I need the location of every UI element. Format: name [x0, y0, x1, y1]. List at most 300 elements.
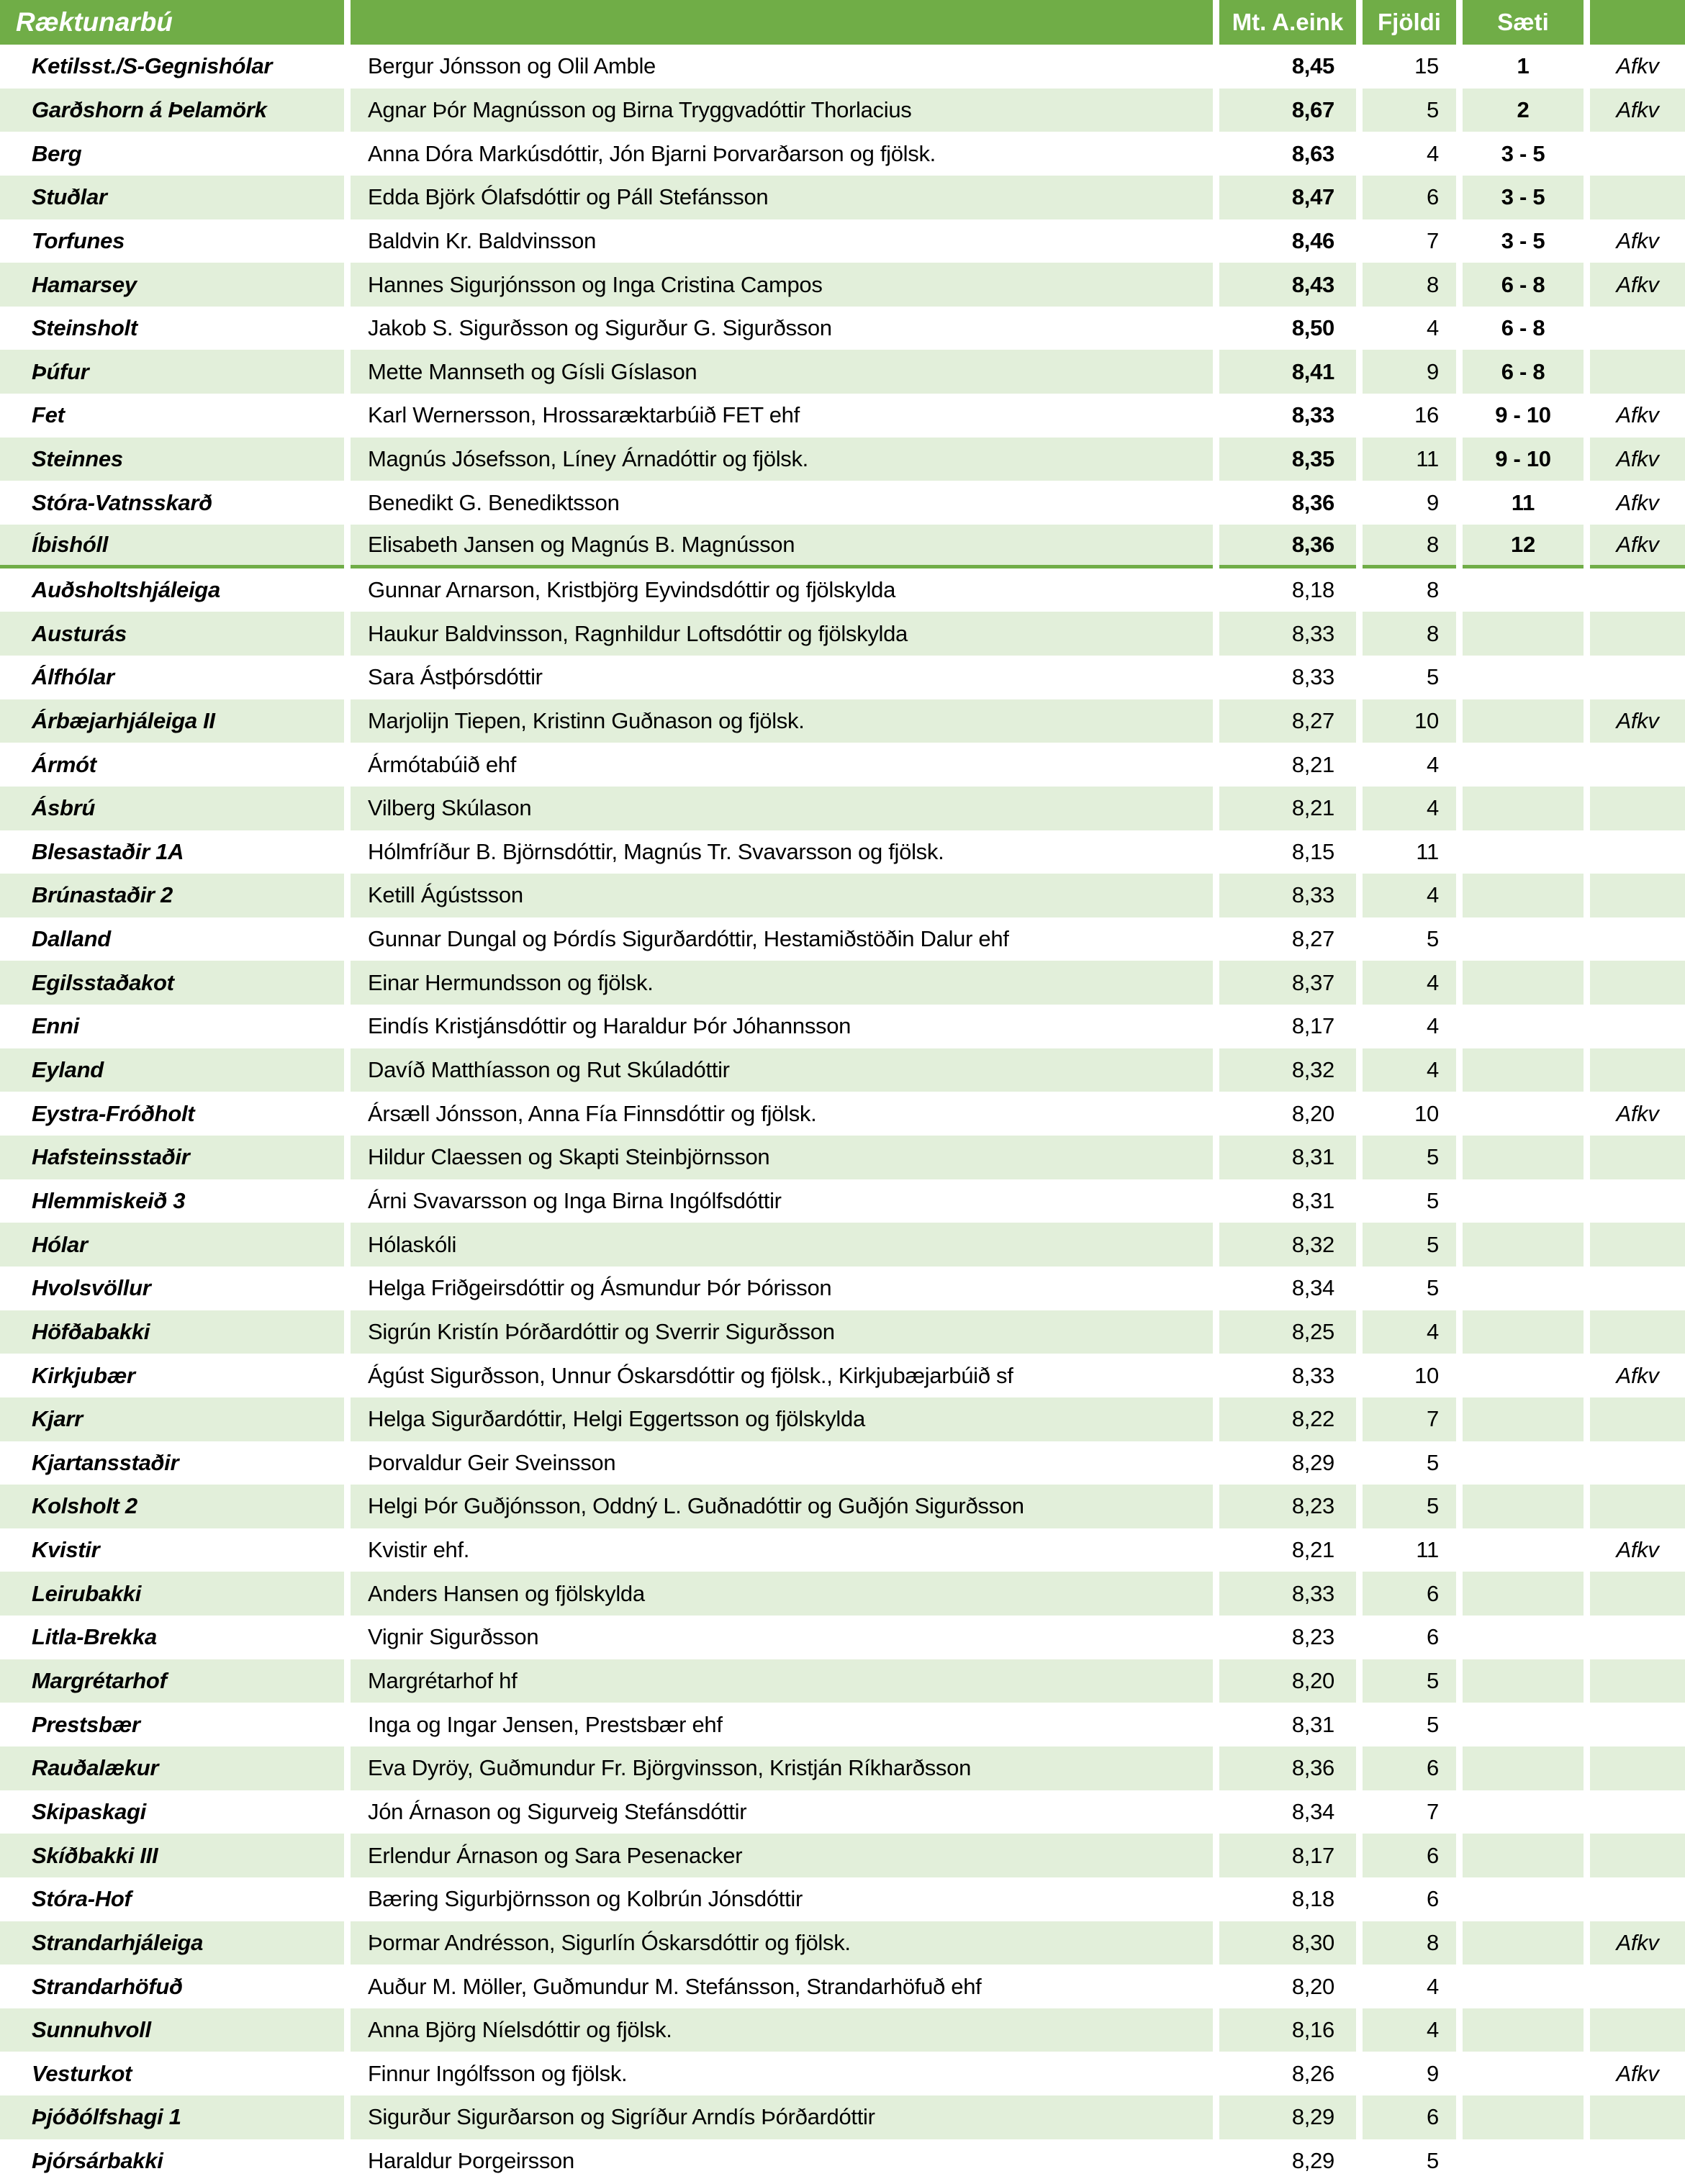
mt-score-cell: 8,41 [1219, 350, 1356, 394]
count-cell: 15 [1414, 53, 1439, 79]
afkv-flag-cell: Afkv [1616, 227, 1659, 253]
farm-name-cell: Hlemmiskeið 3 [32, 1187, 186, 1213]
table-row [0, 1092, 1685, 1136]
afkv-flag-cell [1590, 132, 1685, 176]
afkv-flag-cell [1590, 830, 1685, 874]
count-cell: 5 [1363, 1223, 1456, 1267]
seat-rank-cell [1463, 1048, 1584, 1092]
owner-names-cell: Gunnar Dungal og Þórdís Sigurðardóttir, Hestamiðstöðin Dalur ehf [368, 926, 1009, 952]
count-cell: 6 [1427, 1624, 1439, 1650]
mt-score-cell: 8,67 [1219, 89, 1356, 132]
farm-name-cell: Álfhólar [32, 664, 114, 690]
count-cell: 11 [1363, 438, 1456, 481]
mt-score-cell: 8,33 [1291, 664, 1334, 690]
table-row [0, 1790, 1685, 1834]
farm-name-cell: Skipaskagi [32, 1798, 146, 1824]
farm-name-cell: Hólar [0, 1223, 344, 1267]
count-cell: 9 [1363, 350, 1456, 394]
owner-names-cell: Auður M. Möller, Guðmundur M. Stefánsson, Strandarhöfuð ehf [368, 1973, 982, 1999]
seat-rank-cell [1463, 1310, 1584, 1354]
owner-names-cell: Eva Dyröy, Guðmundur Fr. Björgvinsson, Kristján Ríkharðsson [351, 1746, 1213, 1790]
farm-name-cell: Blesastaðir 1A [32, 838, 184, 864]
count-cell: 4 [1363, 787, 1456, 830]
farm-name-cell: Strandarhöfuð [32, 1973, 183, 1999]
farm-name-cell: Kirkjubær [32, 1362, 135, 1388]
table-row [0, 481, 1685, 525]
afkv-flag-cell [1590, 656, 1685, 699]
seat-rank-cell [1463, 1354, 1584, 1397]
table-row [0, 1659, 1685, 1703]
owner-names-cell: Hannes Sigurjónsson og Inga Cristina Campos [351, 263, 1213, 307]
afkv-flag-cell: Afkv [1616, 402, 1659, 428]
seat-rank-cell: 3 - 5 [1501, 227, 1545, 253]
count-cell: 5 [1427, 2148, 1439, 2174]
seat-rank-cell [1463, 1572, 1584, 1616]
seat-rank-cell [1463, 699, 1584, 743]
table-row [0, 394, 1685, 438]
afkv-flag-cell [1590, 1136, 1685, 1179]
seat-rank-cell: 6 - 8 [1463, 350, 1584, 394]
seat-rank-cell [1463, 743, 1584, 787]
owner-names-cell: Hólmfríður B. Björnsdóttir, Magnús Tr. Svavarsson og fjölsk. [368, 838, 944, 864]
mt-score-cell: 8,31 [1291, 1711, 1334, 1737]
mt-score-cell: 8,21 [1291, 1537, 1334, 1563]
seat-rank-cell [1463, 2008, 1584, 2052]
farm-name-cell: Eystra-Fróðholt [32, 1100, 195, 1126]
mt-score-cell: 8,17 [1291, 1013, 1334, 1039]
mt-score-cell: 8,31 [1291, 1187, 1334, 1213]
farm-name-cell: Höfðabakki [0, 1310, 344, 1354]
farm-name-cell: Þúfur [0, 350, 344, 394]
afkv-flag-cell [1590, 1397, 1685, 1441]
farm-name-cell: Kjartansstaðir [32, 1449, 179, 1475]
farm-name-cell: Enni [32, 1013, 79, 1039]
seat-rank-cell [1463, 1179, 1584, 1223]
table-row [0, 568, 1685, 612]
farm-name-cell: Auðsholtshjáleiga [32, 577, 220, 602]
owner-names-cell: Anna Dóra Markúsdóttir, Jón Bjarni Þorvarðarson og fjölsk. [368, 140, 936, 166]
count-cell: 4 [1427, 140, 1439, 166]
mt-score-cell: 8,36 [1219, 1746, 1356, 1790]
seat-rank-cell: 12 [1463, 525, 1584, 568]
afkv-flag-cell [1590, 307, 1685, 350]
header-col-fjoldi: Fjöldi [1363, 0, 1456, 45]
table-header [0, 0, 1685, 45]
table-row [0, 1267, 1685, 1310]
header-title: Ræktunarbú [0, 0, 344, 45]
owner-names-cell: Finnur Ingólfsson og fjölsk. [368, 2060, 628, 2086]
mt-score-cell: 8,20 [1291, 1973, 1334, 1999]
seat-rank-cell [1463, 568, 1584, 612]
table-row [0, 438, 1685, 481]
seat-rank-cell: 9 - 10 [1495, 402, 1551, 428]
afkv-flag-cell [1590, 1877, 1685, 1921]
table-row [0, 874, 1685, 917]
seat-rank-cell: 3 - 5 [1501, 140, 1545, 166]
farm-name-cell: Kvistir [32, 1537, 100, 1563]
owner-names-cell: Hildur Claessen og Skapti Steinbjörnsson [351, 1136, 1213, 1179]
owner-names-cell: Bæring Sigurbjörnsson og Kolbrún Jónsdóttir [368, 1886, 803, 1912]
table-row [0, 743, 1685, 787]
count-cell: 5 [1363, 1485, 1456, 1528]
farm-name-cell: Garðshorn á Þelamörk [0, 89, 344, 132]
afkv-flag-cell: Afkv [1590, 1921, 1685, 1965]
mt-score-cell: 8,34 [1291, 1275, 1334, 1301]
owner-names-cell: Sara Ástþórsdóttir [368, 664, 543, 690]
afkv-flag-cell [1590, 917, 1685, 961]
mt-score-cell: 8,16 [1219, 2008, 1356, 2052]
seat-rank-cell: 11 [1511, 489, 1535, 515]
owner-names-cell: Ágúst Sigurðsson, Unnur Óskarsdóttir og fjölsk., Kirkjubæjarbúið sf [368, 1362, 1013, 1388]
count-cell: 6 [1363, 176, 1456, 219]
farm-name-cell: Íbishóll [0, 525, 344, 568]
seat-rank-cell: 9 - 10 [1463, 438, 1584, 481]
table-row [0, 525, 1685, 568]
farm-name-cell: Dalland [32, 926, 111, 952]
seat-rank-cell [1463, 917, 1584, 961]
count-cell: 7 [1427, 227, 1439, 253]
owner-names-cell: Erlendur Árnason og Sara Pesenacker [351, 1834, 1213, 1877]
seat-rank-cell [1463, 961, 1584, 1005]
mt-score-cell: 8,29 [1219, 2095, 1356, 2139]
owner-names-cell: Agnar Þór Magnússon og Birna Tryggvadóttir Thorlacius [351, 89, 1213, 132]
count-cell: 5 [1427, 1187, 1439, 1213]
afkv-flag-cell [1590, 1005, 1685, 1048]
count-cell: 10 [1363, 699, 1456, 743]
count-cell: 6 [1363, 2095, 1456, 2139]
table-row [0, 656, 1685, 699]
owner-names-cell: Ársæll Jónsson, Anna Fía Finnsdóttir og fjölsk. [368, 1100, 817, 1126]
farm-name-cell: Stóra-Hof [32, 1886, 132, 1912]
afkv-flag-cell: Afkv [1590, 438, 1685, 481]
count-cell: 11 [1416, 838, 1439, 864]
table-row [0, 787, 1685, 830]
mt-score-cell: 8,29 [1291, 2148, 1334, 2174]
table-row [0, 219, 1685, 263]
afkv-flag-cell [1590, 874, 1685, 917]
owner-names-cell: Edda Björk Ólafsdóttir og Páll Stefánsson [351, 176, 1213, 219]
seat-rank-cell [1463, 2095, 1584, 2139]
count-cell: 9 [1427, 489, 1439, 515]
table-row [0, 2052, 1685, 2095]
owner-names-cell: Karl Wernersson, Hrossaræktarbúið FET ehf [368, 402, 800, 428]
table-row [0, 1616, 1685, 1659]
header-col-owners [351, 0, 1213, 45]
table-row [0, 307, 1685, 350]
table-row [0, 1310, 1685, 1354]
seat-rank-cell: 2 [1463, 89, 1584, 132]
table-row [0, 1354, 1685, 1397]
farm-name-cell: Eyland [0, 1048, 344, 1092]
mt-score-cell: 8,18 [1291, 577, 1334, 602]
owner-names-cell: Gunnar Arnarson, Kristbjörg Eyvindsdóttir og fjölskylda [368, 577, 896, 602]
mt-score-cell: 8,33 [1291, 402, 1334, 428]
seat-rank-cell [1463, 656, 1584, 699]
afkv-flag-cell [1590, 1572, 1685, 1616]
mt-score-cell: 8,20 [1219, 1659, 1356, 1703]
seat-rank-cell: 3 - 5 [1463, 176, 1584, 219]
afkv-flag-cell [1590, 1267, 1685, 1310]
table-body [0, 45, 1685, 2183]
seat-rank-cell: 1 [1517, 53, 1530, 79]
owner-names-cell: Kvistir ehf. [368, 1537, 470, 1563]
farm-name-cell: Steinsholt [32, 315, 137, 341]
owner-names-cell: Ármótabúið ehf [368, 751, 517, 777]
afkv-flag-cell: Afkv [1616, 53, 1659, 79]
mt-score-cell: 8,20 [1291, 1100, 1334, 1126]
table-row [0, 1965, 1685, 2008]
owner-names-cell: Helga Sigurðardóttir, Helgi Eggertsson og fjölskylda [351, 1397, 1213, 1441]
afkv-flag-cell [1590, 350, 1685, 394]
seat-rank-cell [1463, 612, 1584, 656]
seat-rank-cell [1463, 1921, 1584, 1965]
farm-name-cell: Ásbrú [0, 787, 344, 830]
table-row [0, 1528, 1685, 1572]
seat-rank-cell [1463, 1267, 1584, 1310]
table-row [0, 1834, 1685, 1877]
owner-names-cell: Davíð Matthíasson og Rut Skúladóttir [351, 1048, 1213, 1092]
table-row [0, 1572, 1685, 1616]
farm-name-cell: Kjarr [0, 1397, 344, 1441]
afkv-flag-cell [1590, 568, 1685, 612]
seat-rank-cell [1463, 1092, 1584, 1136]
table-row [0, 263, 1685, 307]
afkv-flag-cell [1590, 787, 1685, 830]
count-cell: 10 [1414, 1100, 1439, 1126]
count-cell: 8 [1363, 263, 1456, 307]
count-cell: 4 [1363, 1048, 1456, 1092]
owner-names-cell: Magnús Jósefsson, Líney Árnadóttir og fjölsk. [351, 438, 1213, 481]
seat-rank-cell [1463, 1397, 1584, 1441]
afkv-flag-cell [1590, 1746, 1685, 1790]
mt-score-cell: 8,25 [1219, 1310, 1356, 1354]
seat-rank-cell [1463, 1136, 1584, 1179]
mt-score-cell: 8,46 [1291, 227, 1334, 253]
mt-score-cell: 8,23 [1291, 1624, 1334, 1650]
mt-score-cell: 8,37 [1219, 961, 1356, 1005]
table-row [0, 89, 1685, 132]
table-row [0, 699, 1685, 743]
table-row [0, 1223, 1685, 1267]
count-cell: 8 [1363, 1921, 1456, 1965]
mt-score-cell: 8,27 [1291, 926, 1334, 952]
seat-rank-cell [1463, 787, 1584, 830]
owner-names-cell: Haukur Baldvinsson, Ragnhildur Loftsdóttir og fjölskylda [351, 612, 1213, 656]
mt-score-cell: 8,29 [1291, 1449, 1334, 1475]
owner-names-cell: Þorvaldur Geir Sveinsson [368, 1449, 616, 1475]
table-row [0, 2095, 1685, 2139]
afkv-flag-cell [1590, 1485, 1685, 1528]
farm-name-cell: Sunnuhvoll [0, 2008, 344, 2052]
header-col-afkv [1590, 0, 1685, 45]
owner-names-cell: Jón Árnason og Sigurveig Stefánsdóttir [368, 1798, 747, 1824]
table-row [0, 1136, 1685, 1179]
count-cell: 6 [1363, 1746, 1456, 1790]
farm-name-cell: Torfunes [32, 227, 125, 253]
table-row [0, 45, 1685, 89]
count-cell: 5 [1427, 664, 1439, 690]
owner-names-cell: Vilberg Skúlason [351, 787, 1213, 830]
farm-name-cell: Fet [32, 402, 65, 428]
afkv-flag-cell: Afkv [1590, 263, 1685, 307]
count-cell: 8 [1363, 525, 1456, 568]
mt-score-cell: 8,63 [1291, 140, 1334, 166]
owner-names-cell: Vignir Sigurðsson [368, 1624, 539, 1650]
owner-names-cell: Einar Hermundsson og fjölsk. [351, 961, 1213, 1005]
farm-name-cell: Árbæjarhjáleiga II [0, 699, 344, 743]
header-col-mt: Mt. A.eink [1219, 0, 1356, 45]
seat-rank-cell [1463, 1703, 1584, 1746]
seat-rank-cell [1463, 2052, 1584, 2095]
farm-name-cell: Þjóðólfshagi 1 [0, 2095, 344, 2139]
farm-name-cell: Austurás [0, 612, 344, 656]
mt-score-cell: 8,45 [1291, 53, 1334, 79]
afkv-flag-cell [1590, 612, 1685, 656]
farm-name-cell: Leirubakki [0, 1572, 344, 1616]
table-row [0, 961, 1685, 1005]
owner-names-cell: Haraldur Þorgeirsson [368, 2148, 574, 2174]
count-cell: 7 [1363, 1397, 1456, 1441]
afkv-flag-cell: Afkv [1590, 89, 1685, 132]
mt-score-cell: 8,47 [1219, 176, 1356, 219]
table-row [0, 1005, 1685, 1048]
owner-names-cell: Inga og Ingar Jensen, Prestsbær ehf [368, 1711, 723, 1737]
mt-score-cell: 8,35 [1219, 438, 1356, 481]
count-cell: 4 [1427, 315, 1439, 341]
count-cell: 5 [1363, 1136, 1456, 1179]
afkv-flag-cell: Afkv [1590, 699, 1685, 743]
afkv-flag-cell: Afkv [1590, 525, 1685, 568]
afkv-flag-cell [1590, 1616, 1685, 1659]
table-row [0, 1179, 1685, 1223]
seat-rank-cell [1463, 1659, 1584, 1703]
table-row [0, 1397, 1685, 1441]
seat-rank-cell [1463, 1790, 1584, 1834]
seat-rank-cell [1463, 1965, 1584, 2008]
seat-rank-cell [1463, 1528, 1584, 1572]
farm-name-cell: Skíðbakki III [0, 1834, 344, 1877]
farm-name-cell: Strandarhjáleiga [0, 1921, 344, 1965]
count-cell: 4 [1363, 2008, 1456, 2052]
count-cell: 11 [1416, 1537, 1439, 1563]
owner-names-cell: Helgi Þór Guðjónsson, Oddný L. Guðnadóttir og Guðjón Sigurðsson [351, 1485, 1213, 1528]
afkv-flag-cell [1590, 743, 1685, 787]
seat-rank-cell [1463, 830, 1584, 874]
seat-rank-cell [1463, 2139, 1584, 2183]
table-row [0, 1485, 1685, 1528]
owner-names-cell: Hólaskóli [351, 1223, 1213, 1267]
owner-names-cell: Margrétarhof hf [351, 1659, 1213, 1703]
count-cell: 4 [1427, 1973, 1439, 1999]
farm-name-cell: Brúnastaðir 2 [0, 874, 344, 917]
count-cell: 8 [1363, 612, 1456, 656]
owner-names-cell: Þormar Andrésson, Sigurlín Óskarsdóttir og fjölsk. [351, 1921, 1213, 1965]
farm-name-cell: Berg [32, 140, 82, 166]
table-row [0, 1921, 1685, 1965]
mt-score-cell: 8,33 [1219, 874, 1356, 917]
mt-score-cell: 8,33 [1219, 612, 1356, 656]
mt-score-cell: 8,43 [1219, 263, 1356, 307]
table-row [0, 1048, 1685, 1092]
afkv-flag-cell [1590, 961, 1685, 1005]
farm-name-cell: Litla-Brekka [32, 1624, 157, 1650]
count-cell: 4 [1427, 1013, 1439, 1039]
owner-names-cell: Bergur Jónsson og Olil Amble [368, 53, 656, 79]
owner-names-cell: Helga Friðgeirsdóttir og Ásmundur Þór Þórisson [368, 1275, 832, 1301]
count-cell: 4 [1427, 751, 1439, 777]
mt-score-cell: 8,21 [1291, 751, 1334, 777]
count-cell: 10 [1414, 1362, 1439, 1388]
afkv-flag-cell [1590, 1310, 1685, 1354]
count-cell: 6 [1427, 1886, 1439, 1912]
afkv-flag-cell [1590, 1223, 1685, 1267]
afkv-flag-cell [1590, 2139, 1685, 2183]
afkv-flag-cell [1590, 1048, 1685, 1092]
owner-names-cell: Baldvin Kr. Baldvinsson [368, 227, 597, 253]
farm-name-cell: Stuðlar [0, 176, 344, 219]
mt-score-cell: 8,33 [1219, 1572, 1356, 1616]
seat-rank-cell: 6 - 8 [1463, 263, 1584, 307]
seat-rank-cell [1463, 1877, 1584, 1921]
table-row [0, 830, 1685, 874]
header-col-saeti: Sæti [1463, 0, 1584, 45]
count-cell: 16 [1414, 402, 1439, 428]
mt-score-cell: 8,31 [1219, 1136, 1356, 1179]
afkv-flag-cell [1590, 1790, 1685, 1834]
table-row [0, 176, 1685, 219]
farm-name-cell: Rauðalækur [0, 1746, 344, 1790]
owner-names-cell: Sigrún Kristín Þórðardóttir og Sverrir Sigurðsson [351, 1310, 1213, 1354]
afkv-flag-cell: Afkv [1616, 1100, 1659, 1126]
afkv-flag-cell [1590, 1965, 1685, 2008]
mt-score-cell: 8,33 [1291, 1362, 1334, 1388]
afkv-flag-cell [1590, 2008, 1685, 2052]
farm-name-cell: Þjórsárbakki [32, 2148, 163, 2174]
seat-rank-cell [1463, 1005, 1584, 1048]
afkv-flag-cell: Afkv [1616, 489, 1659, 515]
table-row [0, 2139, 1685, 2183]
farm-name-cell: Hamarsey [0, 263, 344, 307]
mt-score-cell: 8,34 [1291, 1798, 1334, 1824]
table-row [0, 917, 1685, 961]
farm-name-cell: Ketilsst./S-Gegnishólar [32, 53, 273, 79]
farm-name-cell: Hvolsvöllur [32, 1275, 151, 1301]
count-cell: 5 [1363, 1659, 1456, 1703]
farm-name-cell: Ármót [32, 751, 96, 777]
mt-score-cell: 8,27 [1219, 699, 1356, 743]
mt-score-cell: 8,17 [1219, 1834, 1356, 1877]
mt-score-cell: 8,26 [1291, 2060, 1334, 2086]
afkv-flag-cell [1590, 2095, 1685, 2139]
count-cell: 4 [1363, 961, 1456, 1005]
mt-score-cell: 8,15 [1291, 838, 1334, 864]
seat-rank-cell [1463, 1441, 1584, 1485]
table-row [0, 612, 1685, 656]
mt-score-cell: 8,32 [1219, 1048, 1356, 1092]
mt-score-cell: 8,21 [1219, 787, 1356, 830]
count-cell: 4 [1363, 874, 1456, 917]
owner-names-cell: Jakob S. Sigurðsson og Sigurður G. Sigurðsson [368, 315, 832, 341]
count-cell: 9 [1427, 2060, 1439, 2086]
table-row [0, 1877, 1685, 1921]
count-cell: 5 [1427, 1711, 1439, 1737]
mt-score-cell: 8,32 [1219, 1223, 1356, 1267]
afkv-flag-cell: Afkv [1616, 1537, 1659, 1563]
farm-name-cell: Margrétarhof [0, 1659, 344, 1703]
table-row [0, 350, 1685, 394]
farm-name-cell: Egilsstaðakot [0, 961, 344, 1005]
owner-names-cell: Sigurður Sigurðarson og Sigríður Arndís Þórðardóttir [351, 2095, 1213, 2139]
